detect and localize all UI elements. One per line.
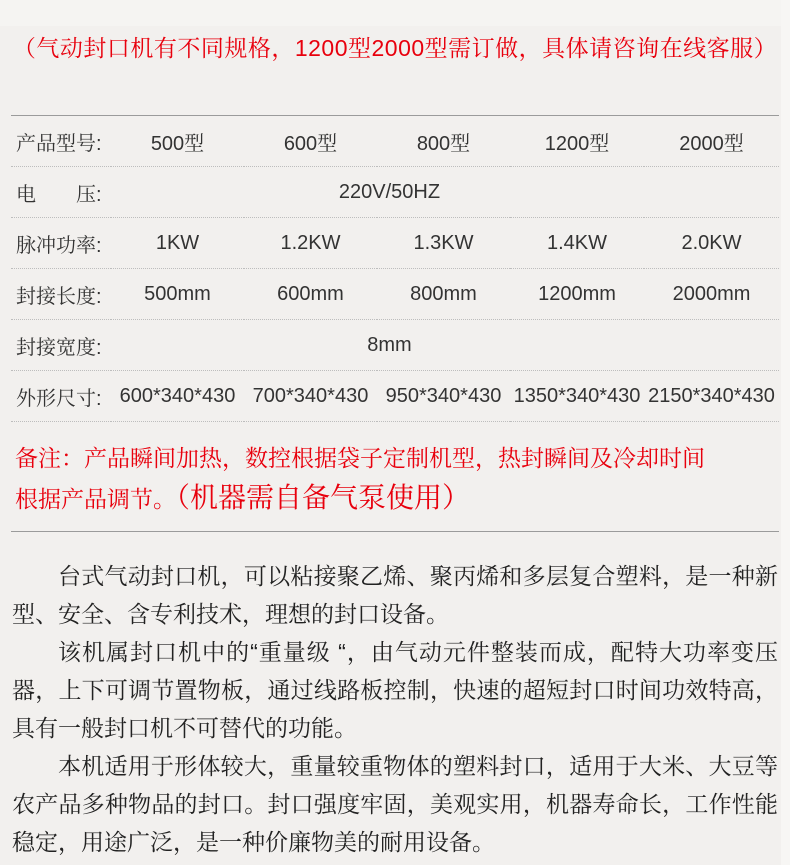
remark-line1: 产品瞬间加热，数控根据袋子定制机型，热封瞬间及冷却时间 <box>84 445 705 471</box>
remark-parenthetical: （机器需自备气泵使用） <box>176 482 471 513</box>
spec-table <box>11 115 779 422</box>
spec-value: 500mm <box>111 269 244 320</box>
spec-value: 800型 <box>377 116 510 167</box>
spec-value: 500型 <box>111 116 244 167</box>
description-paragraph: 该机属封口机中的“重量级 “，由气动元件整装而成，配特大功率变压器，上下可调节置物板，通过线路板控制，快速的超短封口时间功效特高，具有一般封口机不可替代的功能。 <box>12 639 778 741</box>
spec-value: 1.4KW <box>510 218 644 269</box>
spec-value: 1200mm <box>510 269 644 320</box>
spec-value: 600*340*430 <box>111 371 244 422</box>
spec-value: 220V/50HZ <box>111 167 779 218</box>
spec-value: 600mm <box>244 269 377 320</box>
spec-value: 950*340*430 <box>377 371 510 422</box>
spec-value: 2.0KW <box>644 218 779 269</box>
spec-value: 800mm <box>377 269 510 320</box>
spec-value: 2150*340*430 <box>644 371 779 422</box>
spec-value: 1KW <box>111 218 244 269</box>
spec-row <box>11 167 779 218</box>
spec-label: 外形尺寸: <box>11 371 111 422</box>
spec-label: 电 压: <box>11 167 111 218</box>
spec-label: 脉冲功率: <box>11 218 111 269</box>
remark-prefix: 备注： <box>15 445 84 471</box>
description-paragraph: 本机适用于形体较大，重量较重物体的塑料封口，适用于大米、大豆等农产品多种物品的封口。封口强度牢固，美观实用，机器寿命长，工作性能稳定，用途广泛，是一种价廉物美的耐用设备。 <box>12 753 778 855</box>
spec-value: 8mm <box>111 320 779 371</box>
notice-banner: （气动封口机有不同规格，1200型2000型需订做，具体请咨询在线客服） <box>12 35 778 61</box>
section-divider <box>11 531 779 532</box>
description-paragraph: 台式气动封口机，可以粘接聚乙烯、聚丙烯和多层复合塑料，是一种新型、安全、含专利技术，理想的封口设备。 <box>12 563 778 627</box>
spec-label: 封接长度: <box>11 269 111 320</box>
remark-line2: 根据产品调节。 <box>15 486 176 512</box>
spec-row <box>11 371 779 422</box>
spec-row <box>11 116 779 167</box>
spec-value: 1.3KW <box>377 218 510 269</box>
remark-note <box>15 438 775 519</box>
spec-row <box>11 269 779 320</box>
spec-value: 1200型 <box>510 116 644 167</box>
spec-value: 2000mm <box>644 269 779 320</box>
spec-label: 封接宽度: <box>11 320 111 371</box>
product-description <box>12 557 778 861</box>
spec-value: 1350*340*430 <box>510 371 644 422</box>
right-strip <box>781 0 790 865</box>
spec-value: 1.2KW <box>244 218 377 269</box>
spec-value: 2000型 <box>644 116 779 167</box>
spec-value: 600型 <box>244 116 377 167</box>
spec-label: 产品型号: <box>11 116 111 167</box>
spec-row <box>11 320 779 371</box>
spec-row <box>11 218 779 269</box>
spec-value: 700*340*430 <box>244 371 377 422</box>
